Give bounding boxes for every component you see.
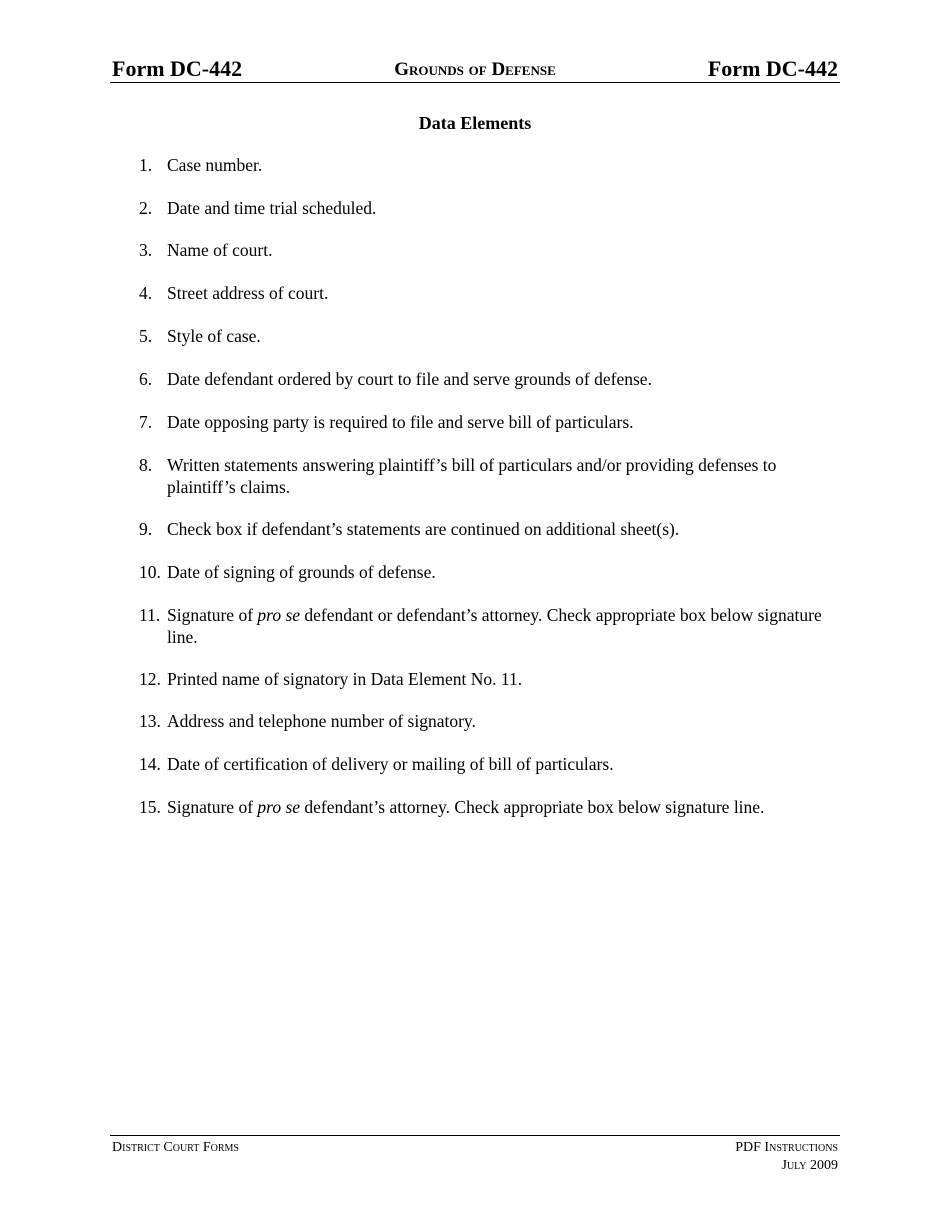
item-text-pre: Signature of xyxy=(167,605,258,625)
footer-date: July 2009 xyxy=(781,1158,838,1173)
item-text: Written statements answering plaintiff’s bill of particulars and/or providing defenses to plaintiff’s claims. xyxy=(167,455,777,497)
item-number: 13. xyxy=(139,711,161,731)
item-text: Printed name of signatory in Data Element No. 11. xyxy=(167,669,523,689)
footer-left: District Court Forms xyxy=(112,1140,239,1155)
form-number-left: Form DC-442 xyxy=(112,56,243,81)
footer-instructions: PDF Instructions xyxy=(735,1140,838,1155)
item-text-emphasis: pro se xyxy=(257,797,301,817)
item-text: Date opposing party is required to file and serve bill of particulars. xyxy=(167,412,634,432)
item-text: Date of certification of delivery or mailing of bill of particulars. xyxy=(167,754,614,774)
item-text: Street address of court. xyxy=(167,283,329,303)
item-text-post: defendant or defendant’s attorney. Check appropriate box below signature line. xyxy=(167,605,822,647)
item-number: 3. xyxy=(139,240,153,260)
item-text-emphasis: pro se xyxy=(257,605,301,625)
item-text: Style of case. xyxy=(167,326,261,346)
item-text: Date of signing of grounds of defense. xyxy=(167,562,436,582)
item-text xyxy=(167,797,837,819)
item-number: 10. xyxy=(139,562,161,582)
item-number: 1. xyxy=(139,155,153,175)
item-text xyxy=(167,605,837,648)
item-number: 5. xyxy=(139,326,153,346)
form-number-right: Form DC-442 xyxy=(707,56,838,81)
item-number: 6. xyxy=(139,369,153,389)
item-text: Address and telephone number of signatory. xyxy=(167,711,476,731)
page-footer xyxy=(110,1135,840,1173)
item-number: 4. xyxy=(139,283,153,303)
form-title: Grounds of Defense xyxy=(394,59,556,80)
item-number: 7. xyxy=(139,412,153,432)
item-text: Date and time trial scheduled. xyxy=(167,198,377,218)
item-text: Check box if defendant’s statements are continued on additional sheet(s). xyxy=(167,519,680,539)
item-text-pre: Signature of xyxy=(167,797,258,817)
page-header xyxy=(110,56,840,83)
item-number: 14. xyxy=(139,754,161,774)
item-number: 2. xyxy=(139,198,153,218)
item-number: 8. xyxy=(139,455,153,475)
section-title: Data Elements xyxy=(418,113,532,133)
item-text: Name of court. xyxy=(167,240,273,260)
item-number: 9. xyxy=(139,519,153,539)
item-number: 11. xyxy=(139,605,161,625)
item-number: 15. xyxy=(139,797,161,817)
item-text-post: defendant’s attorney. Check appropriate box below signature line. xyxy=(300,797,765,817)
item-text: Date defendant ordered by court to file and serve grounds of defense. xyxy=(167,369,652,389)
footer-right xyxy=(735,1139,838,1175)
item-number: 12. xyxy=(139,669,161,689)
item-text: Case number. xyxy=(167,155,263,175)
